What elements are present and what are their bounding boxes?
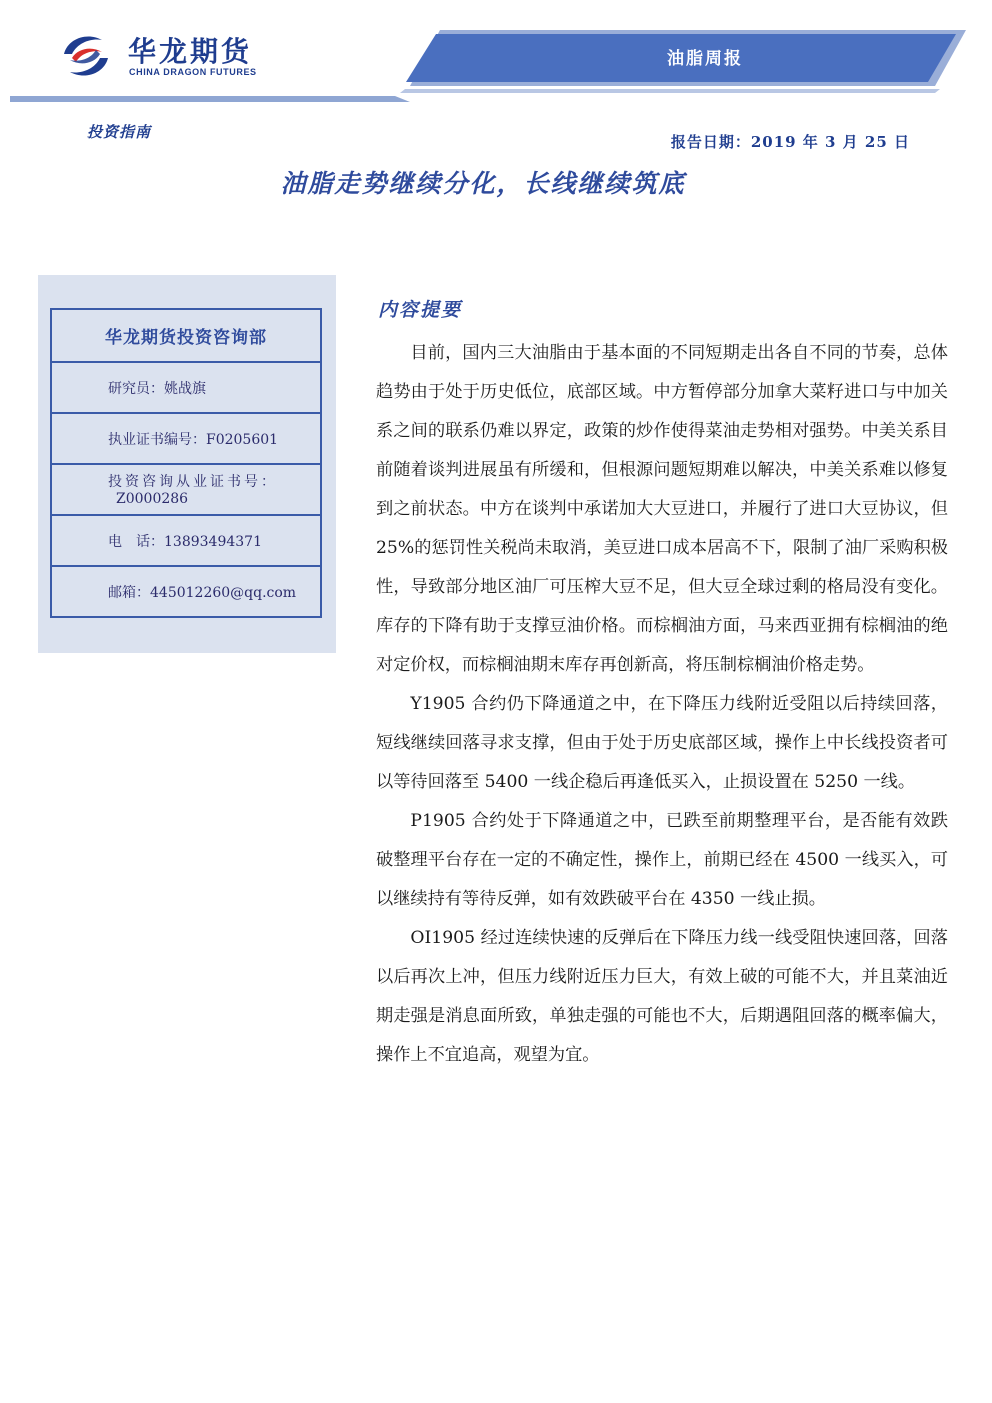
email-address: 邮箱：445012260@qq.com bbox=[52, 565, 320, 616]
logo-english-name: CHINA DRAGON FUTURES bbox=[129, 67, 257, 77]
license-number: 执业证书编号：F0205601 bbox=[52, 412, 320, 463]
department-name: 华龙期货投资咨询部 bbox=[105, 328, 267, 348]
section-label: 投资指南 bbox=[87, 123, 152, 141]
report-date: 报告日期：2019 年 3 月 25 日 bbox=[670, 133, 910, 151]
researcher-name: 研究员：姚战旗 bbox=[52, 361, 320, 412]
summary-paragraph: P1905 合约处于下降通道之中，已跌至前期整理平台，是否能有效跌破整理平台存在一定的不确定性，操作上，前期已经在 4500 一线买入，可以继续持有等待反弹，如有效跌破平台在 4350 一线止损。 bbox=[376, 811, 948, 909]
summary-heading: 内容提要 bbox=[378, 299, 463, 321]
page-title: 油脂走势继续分化，长线继续筑底 bbox=[280, 169, 686, 198]
consult-license-number: Z0000286 bbox=[116, 491, 189, 507]
contact-box bbox=[50, 308, 322, 618]
phone-number: 电 话：13893494371 bbox=[52, 514, 320, 565]
logo-chinese-name: 华龙期货 bbox=[128, 35, 253, 68]
contact-sidebar bbox=[38, 275, 336, 653]
report-type-banner: 油脂周报 bbox=[667, 49, 743, 69]
summary-paragraph: 目前，国内三大油脂由于基本面的不同短期走出各自不同的节奏，总体趋势由于处于历史低位，底部区域。中方暂停部分加拿大菜籽进口与中加关系之间的联系仍难以界定，政策的炒作使得菜油走势相对强势。中美关系目前随着谈判进展虽有所缓和，但根源问题短期难以解决，中美关系难以修复到之前状态。中方在谈判中承诺加大大豆进口，并履行了进口大豆协议，但 25%的惩罚性关税尚未取消，美豆进口成本居高不下，限制了油厂采购积极性，导致部分地区油厂可压榨大豆不足，但大豆全球过剩的格局没有变化。库存的下降有助于支撑豆油价格。而棕榈油方面，马来西亚拥有棕榈油的绝对定价权，而棕榈油期末库存再创新高，将压制棕榈油价格走势。 bbox=[376, 343, 948, 675]
consult-license bbox=[52, 463, 320, 514]
summary-paragraph: OI1905 经过连续快速的反弹后在下降压力线一线受阻快速回落，回落以后再次上冲，但压力线附近压力巨大，有效上破的可能不大，并且菜油近期走强是消息面所致，单独走强的可能也不大，后期遇阻回落的概率偏大，操作上不宜追高，观望为宜。 bbox=[376, 928, 948, 1065]
header bbox=[0, 0, 992, 110]
summary-body bbox=[376, 334, 948, 1075]
consult-license-label: 投资咨询从业证书号： bbox=[108, 474, 278, 490]
summary-paragraph: Y1905 合约仍下降通道之中，在下降压力线附近受阻以后持续回落，短线继续回落寻求支撑，但由于处于历史底部区域，操作上中长线投资者可以等待回落至 5400 一线企稳后再逢低买入，止损设置在 5250 一线。 bbox=[376, 694, 948, 792]
company-logo-icon bbox=[58, 28, 114, 84]
